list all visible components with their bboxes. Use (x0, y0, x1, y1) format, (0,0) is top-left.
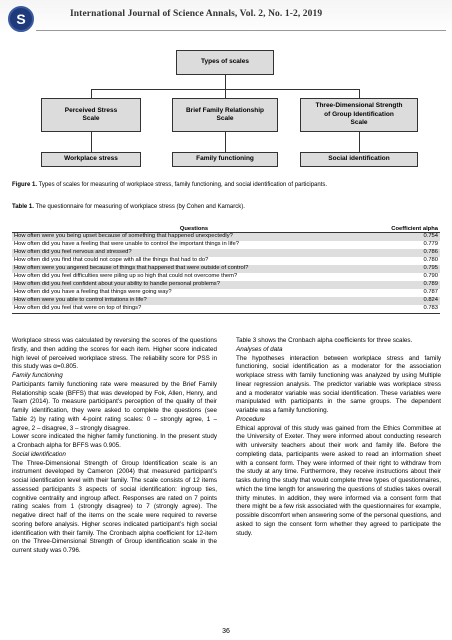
table-cell-alpha: 0.779 (423, 241, 438, 248)
paragraph: Lower score indicated the higher family functioning. In the present study a Cronbach alpha for BFFS was 0.905. (12, 433, 217, 449)
figure-caption-text: Types of scales for measuring of workplace stress, family functioning, and social identification of participants. (37, 182, 328, 188)
table-cell-alpha: 0.790 (423, 273, 438, 280)
table-row (12, 265, 440, 273)
table-cell-question: How often did you feel nervous and stressed? (12, 249, 376, 257)
table-cell-alpha: 0.780 (423, 257, 438, 264)
table-row (12, 305, 440, 314)
paragraph: Workplace stress was calculated by reversing the scores of the questions firstly, and then adding the scores for each item. Higher score indicated high level of perceived workplace stress. The reliability score for PSS in this study was α=0.805. (12, 337, 217, 371)
paragraph: Participants family functioning rate were measured by the Brief Family Relationship scale (BFFS) that was developed by Fok, Allen, Henry, and Team (2014). To measure participant’s perception of the quality of their family identification, they were asked to complete the questions (see Table 2) by rating with 4-point rating scales: 0 – strongly agree, 1 – agree, 2 – disagree, 3 – strongly disagree. (12, 380, 217, 432)
diagram-connector (225, 89, 226, 98)
table-row (12, 249, 440, 257)
table-cell-alpha: 0.795 (376, 265, 440, 273)
table-cell-alpha: 0.786 (376, 249, 440, 257)
table-row (12, 257, 440, 265)
diagram-connector (91, 132, 92, 152)
table-row (12, 297, 440, 305)
table-header-alpha: Coefficient alpha (376, 225, 440, 233)
table-caption (12, 203, 442, 211)
journal-header (0, 0, 452, 34)
table-cell-alpha: 0.754 (376, 233, 440, 242)
paragraph: Table 3 shows the Cronbach alpha coefficients for three scales. (236, 337, 413, 344)
types-of-scales-diagram (0, 40, 452, 188)
diagram-construct-box: Family functioning (172, 152, 278, 167)
diagram-top-box: Types of scales (176, 50, 274, 75)
figure-caption-label: Figure 1. (12, 182, 38, 188)
diagram-construct-box: Workplace stress (41, 152, 141, 167)
diagram-construct-box: Social identification (300, 152, 418, 167)
diagram-scale-box: Brief Family Relationship Scale (172, 98, 278, 132)
table-header-row (12, 225, 440, 233)
diagram-connector (359, 132, 360, 152)
table-cell-question: How often did you feel difficulties were piling up so high that could not overcome them? (14, 273, 238, 280)
journal-logo-icon: S (8, 6, 34, 32)
diagram-connector (225, 132, 226, 152)
paragraph: The hypotheses interaction between workplace stress and family functioning, social identification as a moderator for the association workplace stress with family functioning was analyzed by using Multiple linear regression analysis. The predictor variable was workplace stress and a moderator variable was social identification. These variables were manipulated with participants in the same groups. The dependent variable was a family functioning. (236, 354, 441, 414)
table-cell-question: How often did you have a feeling that were unable to control the important things in life? (14, 241, 239, 248)
paragraph: Ethical approval of this study was gained from the Ethics Committee at the University of Exeter. They were informed about conducting research with university teachers about their work and family life. Before the completing data, participants were asked to read an information sheet with a consent form. They were informed of their right to withdraw from the study at any time. Furthermore, they receive instructions about their tasks during the study that would complete three types of questionnaires, which the time length for answering the questions of studies takes overall thirty minutes. In addition, they were informed via a consent form that there might be a few risk associated with the questionnaires for example, possible discomfort when answering some of the personal questions, and asked to sign the consent form whether they agreed to participate the study. (236, 424, 441, 537)
section-heading: Social identification (12, 450, 66, 458)
diagram-connector (91, 89, 92, 98)
diagram-scale-box: Perceived Stress Scale (41, 98, 141, 132)
table-cell-question: How often did you have a feeling that things were going way? (14, 289, 172, 296)
table-cell-question: How often were you angered because of things that happened that were outside of control? (12, 265, 376, 273)
header-divider (36, 30, 446, 31)
table-row (12, 233, 440, 242)
diagram-scale-box: Three-Dimensional Strength of Group Identification Scale (300, 98, 418, 132)
table-cell-question: How often were you being upset because of something that happened unexpectedly? (12, 233, 376, 242)
table-cell-alpha: 0.783 (376, 305, 440, 314)
figure-caption (12, 181, 442, 189)
table-cell-alpha: 0.789 (376, 281, 440, 289)
section-heading: Analyses of data (236, 345, 283, 353)
table-cell-alpha: 0.824 (376, 297, 440, 305)
diagram-connector (225, 75, 226, 89)
table-header-questions: Questions (12, 225, 376, 233)
table-row (12, 273, 440, 281)
journal-title: International Journal of Science Annals, Vol. 2, No. 1-2, 2019 (70, 9, 323, 19)
stress-questionnaire-table (12, 225, 440, 314)
table-cell-question: How often did you find that could not cope with all the things that had to do? (14, 257, 209, 264)
table-caption-text: The questionnaire for measuring of workplace stress (by Cohen and Kamarck). (33, 204, 245, 210)
diagram-connector (359, 89, 360, 98)
left-text-column (12, 337, 217, 556)
section-heading: Procedure (236, 415, 266, 423)
right-text-column (236, 337, 441, 538)
paragraph: The Three-Dimensional Strength of Group Identification scale is an instrument developed by Cameron (2004) that measured participant’s social identification level with their family. The scale consists of 12 items assessed participants 3 aspects of social identification: ingroup ties, cognitive centrality and ingroup affect. Responses are rated on 7 points rating scales from 1 (strongly disagree) to 7 (strongly agree). The negative direct half of the items on the scale were required to reverse scoring before analysis. Higher scores indicated participant’s high social identification with their family. The Cronbach alpha coefficient for 12-item on the Three-Dimensional Strength of Group identification scale in the current study was 0.796. (12, 459, 217, 554)
table-row (12, 281, 440, 289)
table-cell-question: How often were you able to control irritations in life? (12, 297, 376, 305)
table-cell-question: How often did you feel that were on top of things? (12, 305, 376, 314)
section-heading: Family functioning (12, 372, 63, 379)
page-number: 36 (222, 628, 230, 635)
table-row (12, 289, 440, 297)
table-cell-question: How often did you feel confident about your ability to handle personal problems? (12, 281, 376, 289)
table-caption-label: Table 1. (12, 204, 34, 210)
table-cell-alpha: 0.787 (423, 289, 438, 296)
table-row (12, 241, 440, 249)
